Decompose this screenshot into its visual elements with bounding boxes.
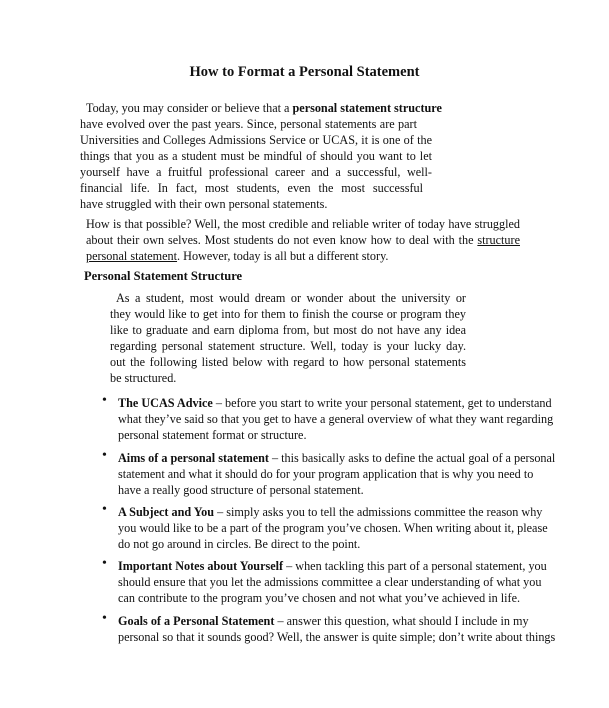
para2-text: about their own selves. Most students do not even know how to deal with the (86, 233, 478, 247)
para2-text-end: . However, today is all but a different story. (177, 249, 389, 263)
para2-line-1: How is that possible? Well, the most credible and reliable writer of today have struggled (86, 217, 520, 231)
list-item-2-line-2: statement and what it should do for your program application that is why you need to (118, 467, 534, 481)
list-item-3-line-3: do not go around in circles. Be direct to the point. (118, 537, 361, 551)
list-item-2-line-1 (118, 450, 555, 466)
list-item-4-text: – when tackling this part of a personal statement, you (283, 559, 547, 573)
list-item-1-line-2: what they’ve said so that you get to have a general overview of what they want regarding (118, 412, 554, 426)
intro-line-7: have struggled with their own personal statements. (80, 197, 328, 211)
list-item-3-text: – simply asks you to tell the admissions committee the reason why (214, 505, 543, 519)
list-item-5-line-2: personal so that it sounds good? Well, the answer is quite simple; don’t write about things (118, 630, 556, 644)
list-item-4-line-2: should ensure that you let the admissions committee a clear understanding of what you (118, 575, 542, 589)
bullet-glyph: • (102, 611, 107, 626)
intro-line-2: have evolved over the past years. Since, personal statements are part (80, 117, 417, 131)
section-intro-line-6: be structured. (110, 371, 177, 385)
section-intro-line-5: out the following listed below with regard to how personal statements (110, 355, 466, 369)
list-item-1-text: – before you start to write your personal statement, get to understand (212, 396, 552, 410)
structure-link-part2: personal statement (86, 249, 178, 263)
list-item-2-title: Aims of a personal statement (118, 451, 269, 465)
list-item-5-text: – answer this question, what should I include in my (274, 614, 529, 628)
list-item-2-line-3: have a really good structure of personal statement. (118, 483, 364, 497)
list-item-4-line-3: can contribute to the program you’ve chosen and not what you’ve achieved in life. (118, 591, 521, 605)
intro-line-4: things that you as a student must be mindful of should you want to let (80, 149, 432, 163)
para2-line-3 (86, 248, 388, 264)
list-item-3-line-2: you would like to be a part of the program you’ve chosen. When writing about it, please (118, 521, 548, 535)
section-intro-line-4: regarding personal statement structure. Well, today is your lucky day. (110, 339, 466, 353)
bullet-glyph: • (102, 502, 107, 517)
bullet-glyph: • (102, 556, 107, 571)
intro-line-6: financial life. In fact, most students, even the most successful (80, 181, 423, 195)
intro-line-1 (86, 100, 442, 116)
list-item-4-title: Important Notes about Yourself (118, 559, 284, 573)
para2-line-2 (86, 232, 520, 248)
list-item-1-line-1 (118, 395, 552, 411)
intro-bold-phrase: personal statement structure (292, 101, 442, 115)
list-item-1-title: The UCAS Advice (118, 396, 213, 410)
list-item-5-title: Goals of a Personal Statement (118, 614, 275, 628)
intro-text: Today, you may consider or believe that a (86, 101, 293, 115)
list-item-4-line-1 (118, 558, 547, 574)
list-item-5-line-1 (118, 613, 529, 629)
list-item-2-text: – this basically asks to define the actual goal of a personal (268, 451, 556, 465)
section-intro-line-3: like to graduate and earn diploma from, but most do not have any idea (110, 323, 466, 337)
section-intro-line-2: they would like to get into for them to finish the course or program they (110, 307, 466, 321)
intro-line-3: Universities and Colleges Admissions Service or UCAS, it is one of the (80, 133, 432, 147)
section-heading: Personal Statement Structure (84, 269, 243, 283)
page-title: How to Format a Personal Statement (189, 64, 420, 80)
section-intro-line-1: As a student, most would dream or wonder about the university or (116, 291, 466, 305)
list-item-3-line-1 (118, 504, 542, 520)
list-item-1-line-3: personal statement format or structure. (118, 428, 307, 442)
bullet-glyph: • (102, 448, 107, 463)
structure-link-part1: structure (477, 233, 520, 247)
intro-line-5: yourself have a fruitful professional career and a successful, well- (80, 165, 432, 179)
list-item-3-title: A Subject and You (118, 505, 215, 519)
bullet-glyph: • (102, 393, 107, 408)
